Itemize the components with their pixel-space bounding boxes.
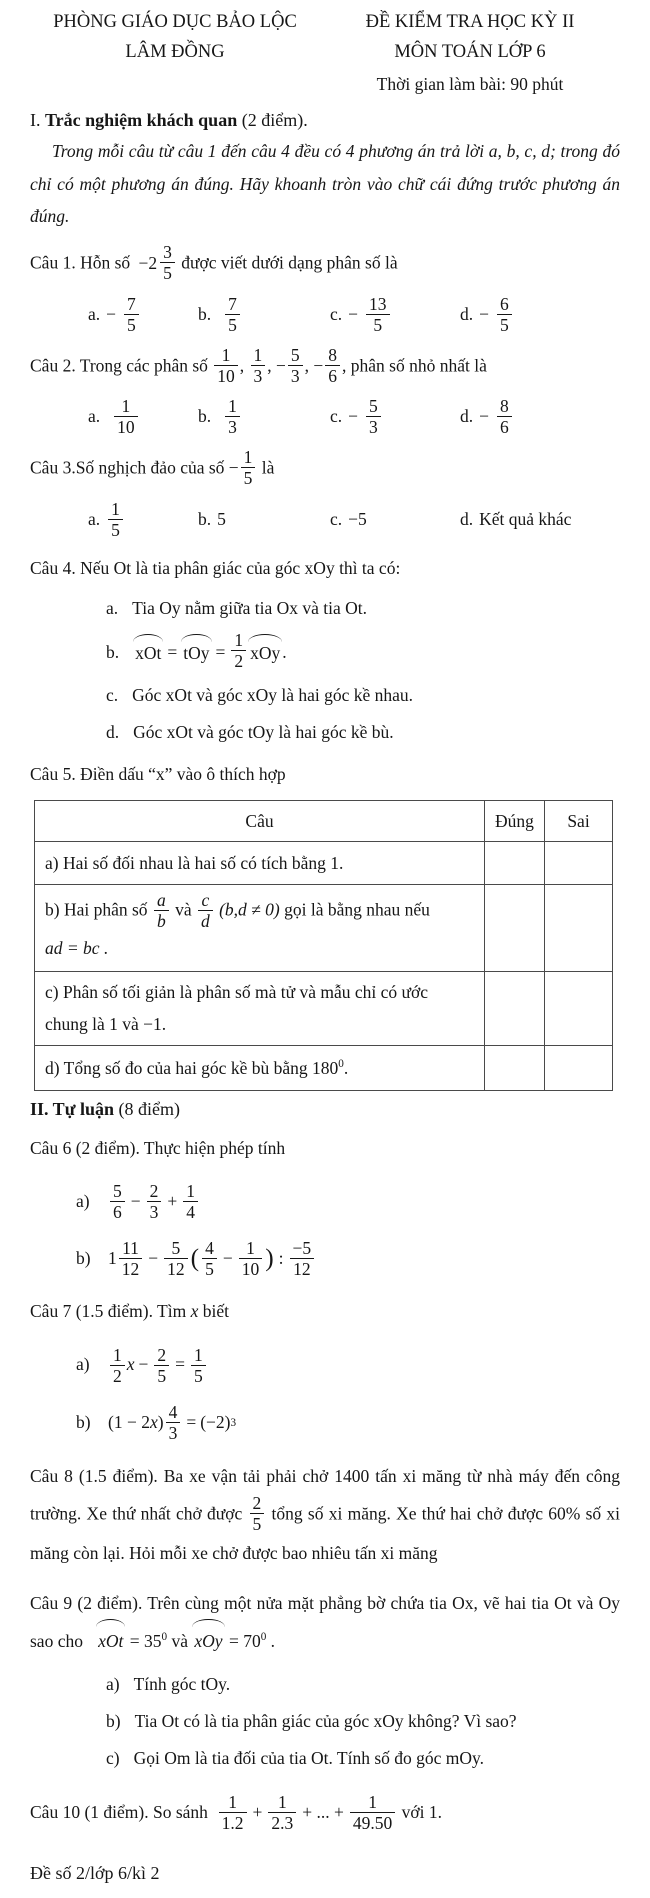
option-label: a.	[106, 598, 119, 619]
numerator: 8	[325, 345, 340, 366]
fraction	[114, 396, 138, 437]
option-b	[198, 294, 330, 335]
q2-options	[30, 396, 620, 437]
option-c	[330, 396, 460, 437]
dung-checkbox-cell	[485, 841, 545, 884]
denominator: 12	[293, 1259, 311, 1280]
numerator: 1	[183, 1181, 198, 1202]
q1-options	[30, 294, 620, 335]
space	[87, 1631, 91, 1651]
fraction	[225, 396, 240, 437]
denominator: 5	[228, 314, 237, 335]
fraction	[225, 294, 240, 335]
table-row	[35, 1045, 613, 1090]
section2-heading	[30, 1099, 620, 1120]
fraction	[164, 1238, 188, 1279]
question-1	[30, 244, 620, 285]
option-value: −5	[348, 508, 367, 529]
q4-option-c	[106, 681, 620, 709]
angle-xOt: xOt	[96, 1622, 125, 1660]
fraction	[350, 1792, 395, 1833]
part-label: b)	[76, 1411, 91, 1432]
section1-heading	[30, 110, 620, 131]
question-5	[30, 758, 620, 791]
question-3	[30, 449, 620, 490]
minus-operator: −	[222, 1247, 233, 1268]
period: .	[343, 1057, 349, 1078]
fraction	[366, 396, 381, 437]
fraction	[154, 1345, 169, 1386]
q5-text: Câu 5. Điền dấu “x” vào ô thích hợp	[30, 764, 286, 785]
table-header-row	[35, 800, 613, 841]
numerator: 5	[110, 1181, 125, 1202]
numerator: 4	[166, 1402, 181, 1423]
statement-b-mid: và	[175, 899, 192, 920]
equals-sign: =	[175, 1354, 186, 1375]
separator: ,	[239, 355, 245, 376]
denominator: 5	[500, 314, 509, 335]
fraction	[110, 1345, 125, 1386]
part-label: a)	[76, 1190, 90, 1211]
q7-part-a	[76, 1345, 620, 1386]
denominator: 3	[290, 365, 300, 386]
sai-checkbox-cell	[545, 841, 613, 884]
issuer-line1: PHÒNG GIÁO DỤC BẢO LỘC	[53, 12, 297, 32]
denominator: 5	[163, 263, 172, 284]
numerator: 1	[191, 1345, 206, 1366]
fraction	[366, 294, 390, 335]
exam-title-line2: MÔN TOÁN LỚP 6	[394, 41, 546, 62]
variable-x: x	[126, 1354, 135, 1375]
option-label: c.	[330, 406, 343, 427]
table-row	[35, 841, 613, 884]
condition: (b,d ≠ 0)	[219, 899, 280, 920]
column-header-sai: Sai	[545, 800, 613, 841]
numerator: 7	[225, 294, 240, 315]
section2-title: II. Tự luận	[30, 1098, 115, 1119]
option-a	[88, 499, 198, 540]
option-value: 5	[217, 508, 226, 529]
option-c	[330, 294, 460, 335]
numerator: 7	[124, 294, 139, 315]
denominator: 10	[241, 1259, 260, 1280]
numerator: 1	[114, 396, 138, 417]
variable-x: x	[190, 1301, 199, 1322]
denominator: 5	[157, 1365, 167, 1386]
paren-term-pre: (1 − 2	[108, 1411, 150, 1432]
statement-b-post: gọi là bằng nhau nếu	[284, 899, 430, 920]
numerator: 8	[497, 396, 512, 417]
statement-d	[35, 1045, 485, 1090]
numerator: 4	[202, 1238, 217, 1259]
minus-operator: −	[130, 1190, 141, 1211]
option-label: d.	[460, 508, 474, 529]
denominator: 3	[253, 365, 263, 386]
sai-checkbox-cell	[545, 1045, 613, 1090]
option-text: Góc xOt và góc xOy là hai góc kề nhau.	[132, 685, 414, 706]
part-label: a)	[76, 1354, 90, 1375]
exam-duration: Thời gian làm bài: 90 phút	[376, 74, 564, 95]
option-label: a.	[88, 303, 101, 324]
paren-term-post: )	[157, 1411, 164, 1432]
question-9	[30, 1586, 620, 1660]
equals-sign: =	[167, 641, 178, 662]
plus-operator: +	[252, 1801, 263, 1822]
fraction	[108, 499, 123, 540]
statement-b	[35, 884, 485, 971]
close-paren: )	[265, 1244, 274, 1273]
fraction	[119, 1238, 143, 1279]
denominator: 5	[252, 1514, 262, 1535]
option-label: c.	[330, 508, 343, 529]
variable-x: x	[149, 1411, 158, 1432]
option-value: Kết quả khác	[479, 508, 572, 529]
denominator: 3	[149, 1202, 159, 1223]
q2-text-post: phân số nhỏ nhất là	[350, 355, 487, 376]
numerator: 2	[250, 1493, 265, 1514]
section2-points: (8 điểm)	[118, 1098, 180, 1119]
option-label: c.	[330, 303, 343, 324]
column-header-cau: Câu	[35, 800, 485, 841]
numerator: 1	[108, 499, 123, 520]
option-label: b.	[198, 303, 212, 324]
denominator: 3	[369, 417, 378, 438]
option-label: b.	[106, 641, 120, 662]
fraction	[241, 447, 256, 488]
option-c	[330, 509, 460, 530]
numerator: 6	[497, 294, 512, 315]
q9-text-mid: và	[171, 1631, 189, 1652]
numerator: 1	[110, 1345, 125, 1366]
angle-xOy: xOy	[248, 637, 282, 667]
q9-part-b	[106, 1707, 620, 1735]
q4-option-d	[106, 718, 620, 746]
fraction	[154, 890, 169, 931]
q10-text-post: với 1.	[401, 1801, 443, 1822]
statement-b-line2: ad = bc .	[45, 938, 109, 959]
ellipsis-operator: + ... +	[302, 1801, 344, 1822]
q4-text: Câu 4. Nếu Ot là tia phân giác của góc xOy thì ta có:	[30, 557, 401, 578]
numerator: a	[154, 890, 169, 911]
separator: ,	[304, 355, 310, 376]
section1-prefix: I.	[30, 110, 41, 131]
fraction	[288, 345, 303, 386]
degree-exponent: 0	[161, 1631, 168, 1644]
option-label: d.	[460, 303, 474, 324]
angle-equation	[133, 631, 287, 672]
option-d	[460, 509, 571, 530]
numerator: 2	[154, 1345, 169, 1366]
q9-part-a	[106, 1670, 620, 1698]
denominator: 4	[186, 1202, 195, 1223]
denominator: 5	[243, 468, 253, 489]
option-label: d.	[460, 406, 474, 427]
minus-sign: −	[228, 457, 239, 478]
part-text: Tính góc tOy.	[133, 1673, 231, 1694]
fraction	[110, 1181, 125, 1222]
option-b	[198, 396, 330, 437]
q3-options	[30, 499, 620, 540]
expression	[108, 1402, 236, 1443]
q8-text-pre: Câu 8 (1.5 điểm). Ba xe vận tải phải chở 1400 tấn xi măng từ nhà máy đến công trường. Xe thứ nhất chở được	[30, 1466, 620, 1524]
statement-b-pre: b) Hai phân số	[45, 899, 148, 920]
denominator: 6	[500, 417, 509, 438]
q8-text-post: tổng số xi măng. Xe thứ hai chở được 60% số xi măng còn lại. Hỏi mỗi xe chở được bao nhiêu tấn xi măng	[30, 1503, 621, 1564]
plus-operator: +	[167, 1190, 178, 1211]
denominator: 5	[127, 314, 136, 335]
exam-title-block	[320, 8, 620, 98]
dung-checkbox-cell	[485, 1045, 545, 1090]
denominator: 5	[373, 314, 383, 335]
numerator: 5	[164, 1238, 188, 1259]
part-text: Gọi Om là tia đối của tia Ot. Tính số đo góc mOy.	[133, 1747, 485, 1768]
minus-sign: −	[348, 303, 359, 324]
numerator: 1	[239, 1238, 263, 1259]
statement-a: a) Hai số đối nhau là hai số có tích bằng 1.	[35, 841, 485, 884]
q7-heading-post: biết	[202, 1301, 229, 1322]
numerator: 1	[241, 447, 256, 468]
q3-text-post: là	[261, 457, 275, 478]
denominator: 49.50	[352, 1813, 393, 1834]
degree-exponent: 0	[260, 1631, 267, 1644]
issuer-line2: LÂM ĐỒNG	[125, 41, 225, 62]
part-text: Tia Ot có là tia phân giác của góc xOy không? Vì sao?	[134, 1710, 517, 1731]
section1-points: (2 điểm).	[241, 110, 308, 131]
q6-heading: Câu 6 (2 điểm). Thực hiện phép tính	[30, 1137, 286, 1158]
numerator: 1	[225, 396, 240, 417]
option-label: b.	[198, 406, 212, 427]
sai-checkbox-cell	[545, 971, 613, 1045]
option-a	[88, 396, 198, 437]
dung-checkbox-cell	[485, 971, 545, 1045]
option-label: a.	[88, 508, 101, 529]
fraction	[198, 890, 213, 931]
denominator: 5	[194, 1365, 203, 1386]
fraction	[166, 1402, 181, 1443]
separator: ,	[267, 355, 272, 376]
numerator: 13	[366, 294, 390, 315]
q4-option-b	[106, 631, 620, 672]
denominator: 6	[328, 365, 338, 386]
numerator: 11	[119, 1238, 143, 1259]
statement-c: c) Phân số tối giản là phân số mà tử và mẫu chỉ có ước chung là 1 và −1.	[35, 971, 485, 1045]
fraction	[191, 1345, 206, 1386]
sai-checkbox-cell	[545, 884, 613, 971]
angle-xOt: xOt	[133, 637, 163, 667]
denominator: 10	[117, 417, 135, 438]
option-label: c.	[106, 685, 119, 706]
denominator: 5	[111, 519, 120, 540]
question-7	[30, 1295, 620, 1328]
part-label: a)	[106, 1673, 120, 1694]
numerator: 5	[366, 396, 381, 417]
minus-operator: −	[138, 1354, 149, 1375]
numerator: 1	[214, 345, 238, 366]
fraction	[325, 345, 340, 386]
denominator: 6	[113, 1202, 122, 1223]
numerator: −5	[290, 1238, 315, 1259]
exam-footer: Đề số 2/lớp 6/kì 2	[30, 1863, 160, 1884]
minus-sign: −	[313, 355, 324, 376]
option-b	[198, 509, 330, 530]
section1-title: Trắc nghiệm khách quan	[45, 110, 238, 131]
denominator: 2.3	[271, 1813, 294, 1834]
q2-text-pre: Câu 2. Trong các phân số	[30, 355, 208, 376]
fraction	[251, 345, 266, 386]
fraction	[268, 1792, 296, 1833]
issuer-block	[30, 8, 320, 98]
denominator: 12	[121, 1259, 140, 1280]
q9-text-pre: Câu 9 (2 điểm). Trên cùng một nửa mặt phẳng bờ chứa tia Ox, vẽ hai tia Ot và Oy sao cho	[30, 1593, 620, 1652]
option-label: a.	[88, 406, 101, 427]
option-label: b.	[198, 508, 212, 529]
denominator: 10	[217, 365, 235, 386]
denominator: 5	[205, 1259, 214, 1280]
fraction	[183, 1181, 198, 1222]
part-label: c)	[106, 1747, 120, 1768]
fraction	[497, 396, 512, 437]
q3-text-pre: Câu 3.Số nghịch đảo của số	[30, 457, 225, 478]
fraction	[202, 1238, 217, 1279]
numerator: 5	[288, 345, 303, 366]
expression	[108, 1181, 200, 1222]
statement-d-text: d) Tổng số đo của hai góc kề bù bằng 180	[45, 1057, 339, 1078]
q7-heading-pre: Câu 7 (1.5 điểm). Tìm	[30, 1301, 187, 1322]
question-4	[30, 552, 620, 585]
equals-sign: =	[215, 641, 226, 662]
fraction	[239, 1238, 263, 1279]
exam-title-line1: ĐỀ KIỂM TRA HỌC KỲ II	[365, 12, 575, 32]
angle-value: = 70	[228, 1631, 261, 1652]
fraction	[250, 1493, 265, 1534]
power-base: (−2)	[200, 1411, 231, 1432]
denominator: b	[156, 911, 166, 932]
fraction	[214, 345, 238, 386]
fraction	[147, 1181, 162, 1222]
numerator: 1	[268, 1792, 296, 1813]
denominator: 3	[168, 1423, 178, 1444]
period: .	[282, 641, 287, 662]
minus-sign: −	[348, 406, 359, 427]
numerator: 1	[251, 345, 266, 366]
numerator: 1	[231, 630, 246, 651]
denominator: 2	[113, 1365, 122, 1386]
degree-exponent: 0	[338, 1057, 344, 1070]
separator: ,	[342, 355, 347, 376]
denominator: 3	[228, 417, 237, 438]
option-a	[88, 294, 198, 335]
section1-instructions: Trong mỗi câu từ câu 1 đến câu 4 đều có 4 phương án trả lời a, b, c, d; trong đó chỉ có một phương án đúng. Hãy khoanh tròn vào chữ cái đứng trước phương án đúng.	[30, 141, 620, 226]
numerator: c	[198, 890, 213, 911]
angle-tOy: tOy	[181, 637, 211, 667]
angle-xOy: xOy	[192, 1622, 224, 1660]
denominator: d	[200, 911, 210, 932]
option-text: Tia Oy nằm giữa tia Ox và tia Ot.	[132, 598, 368, 619]
fraction	[124, 294, 139, 335]
option-d	[460, 294, 514, 335]
q1-text-pre: Câu 1. Hỗn số	[30, 252, 131, 273]
q6-part-a	[76, 1181, 620, 1222]
numerator: 3	[160, 242, 175, 263]
option-label: d.	[106, 722, 120, 743]
division-operator: :	[278, 1247, 284, 1268]
option-text: Góc xOt và góc tOy là hai góc kề bù.	[133, 722, 394, 743]
q4-option-a	[106, 594, 620, 622]
fraction	[290, 1238, 315, 1279]
dung-checkbox-cell	[485, 884, 545, 971]
denominator: 12	[167, 1259, 185, 1280]
period: .	[270, 1631, 276, 1652]
table-row	[35, 971, 613, 1045]
space	[208, 1802, 217, 1824]
q9-part-c	[106, 1744, 620, 1772]
minus-sign: −	[276, 355, 286, 376]
question-10	[30, 1792, 620, 1833]
exponent: 3	[230, 1416, 237, 1429]
numerator: 2	[147, 1181, 162, 1202]
numerator: 1	[219, 1792, 247, 1813]
denominator: 1.2	[221, 1813, 244, 1834]
q6-part-b	[76, 1238, 620, 1279]
q1-mixed-integer: −2	[138, 252, 158, 273]
question-2	[30, 344, 620, 388]
fraction	[231, 630, 246, 671]
fraction	[497, 294, 512, 335]
numerator: 1	[350, 1792, 395, 1813]
minus-sign: −	[106, 303, 117, 324]
q10-text-pre: Câu 10 (1 điểm). So sánh	[30, 1801, 208, 1822]
true-false-table	[34, 800, 613, 1091]
equals-sign: =	[186, 1411, 197, 1432]
header	[30, 8, 620, 98]
column-header-dung: Đúng	[485, 800, 545, 841]
q1-text-post: được viết dưới dạng phân số là	[181, 252, 398, 273]
angle-value: = 35	[129, 1631, 162, 1652]
table-row	[35, 884, 613, 971]
open-paren: (	[190, 1244, 200, 1273]
part-label: b)	[76, 1247, 91, 1268]
fraction	[160, 242, 175, 283]
q7-part-b	[76, 1402, 620, 1443]
minus-sign: −	[479, 303, 489, 324]
option-d	[460, 396, 514, 437]
question-6	[30, 1132, 620, 1165]
minus-operator: −	[148, 1247, 159, 1268]
expression	[108, 1345, 208, 1386]
minus-sign: −	[479, 406, 489, 427]
denominator: 2	[234, 651, 244, 672]
expression	[108, 1238, 316, 1279]
part-label: b)	[106, 1710, 121, 1731]
integer-part: 1	[108, 1247, 117, 1268]
question-8	[30, 1459, 620, 1572]
fraction	[219, 1792, 247, 1833]
